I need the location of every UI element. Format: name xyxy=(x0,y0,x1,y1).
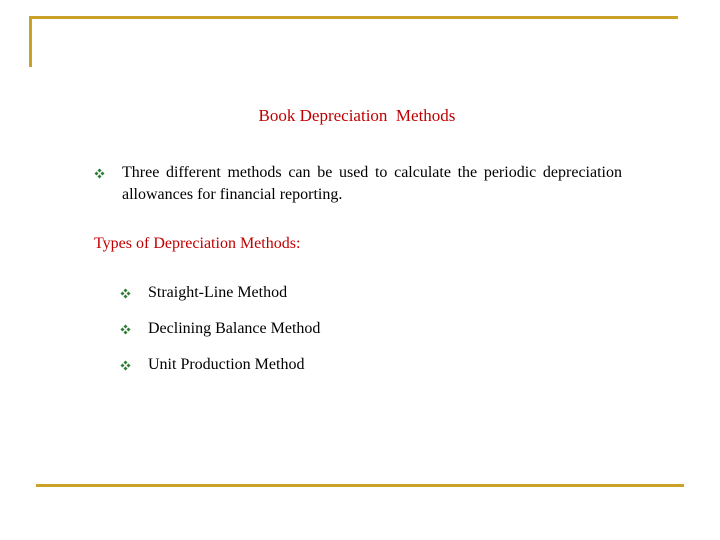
types-heading: Types of Depreciation Methods: xyxy=(94,235,301,252)
slide-title: Book Depreciation Methods xyxy=(258,106,456,125)
four-diamond-bullet-icon xyxy=(94,168,105,179)
four-diamond-bullet-icon xyxy=(120,288,131,299)
frame-left-rule xyxy=(29,16,32,67)
method-label: Declining Balance Method xyxy=(148,320,321,337)
four-diamond-bullet-icon xyxy=(120,360,131,371)
frame-bottom-rule xyxy=(36,484,684,487)
intro-text: Three different methods can be used to calculate the periodic depreciation allowances for financial reporting. xyxy=(122,164,622,203)
four-diamond-bullet-icon xyxy=(120,324,131,335)
frame-top-rule xyxy=(29,16,678,19)
intro-paragraph xyxy=(94,162,622,206)
method-label: Straight-Line Method xyxy=(148,284,288,301)
method-label: Unit Production Method xyxy=(148,356,305,373)
